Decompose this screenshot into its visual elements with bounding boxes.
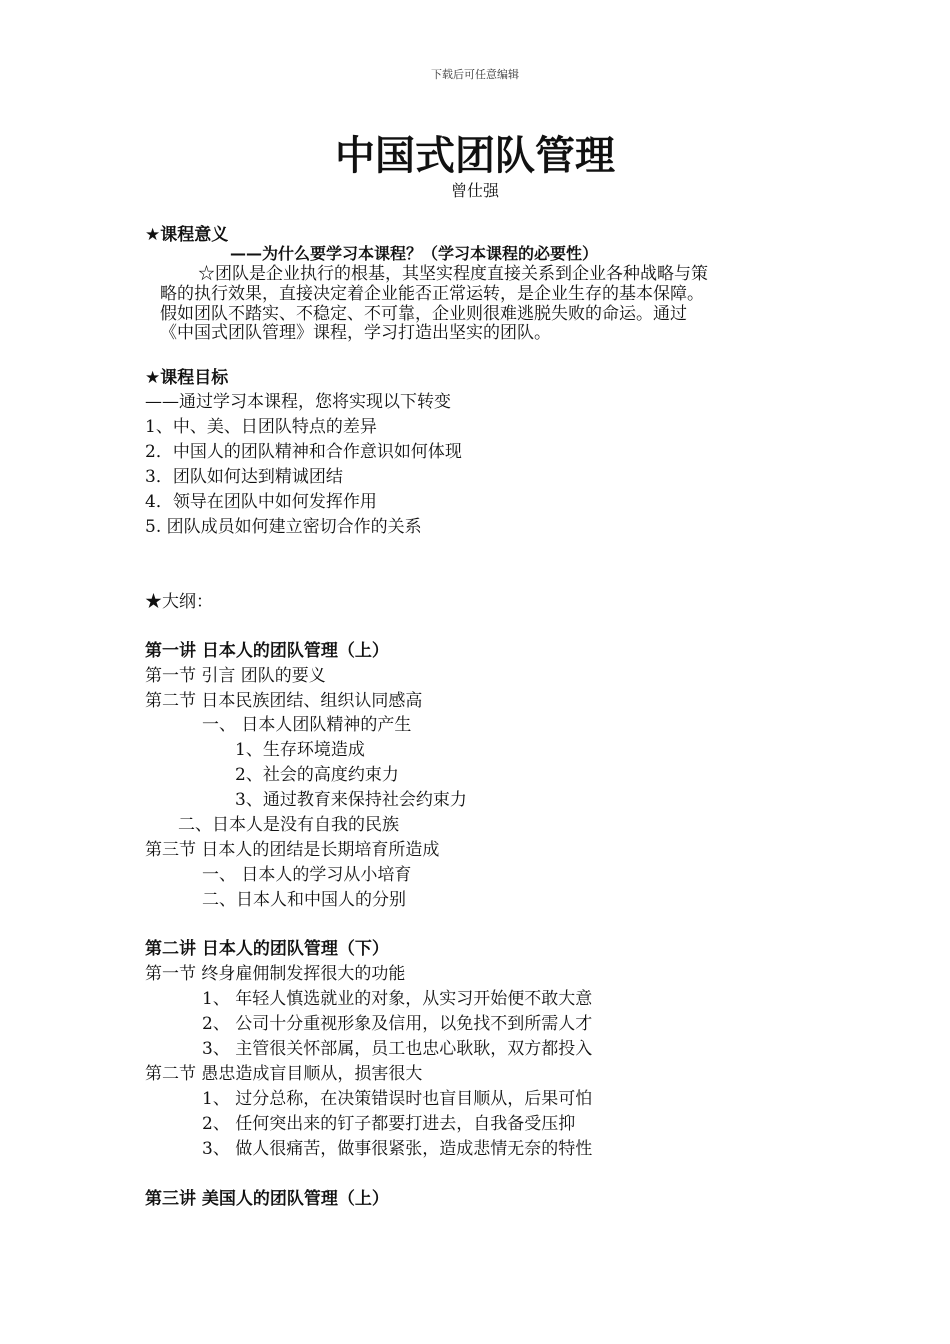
outline-line: 3、 主管很关怀部属，员工也忠心耿耿，双方都投入 xyxy=(202,1039,593,1059)
outline-line: 一、 日本人团队精神的产生 xyxy=(202,715,412,735)
outline-line: 2、社会的高度约束力 xyxy=(235,765,399,785)
lecture-title: 第二讲 日本人的团队管理（下） xyxy=(145,939,389,959)
section-subheading-significance: ——为什么要学习本课程？（学习本课程的必要性） xyxy=(230,244,599,263)
goal-item: 2．中国人的团队精神和合作意识如何体现 xyxy=(145,442,462,462)
goal-item: 1、中、美、日团队特点的差异 xyxy=(145,417,377,437)
goal-item: 5. 团队成员如何建立密切合作的关系 xyxy=(145,517,422,537)
header-note: 下载后可任意编辑 xyxy=(431,68,519,81)
author-name: 曾仕强 xyxy=(450,181,499,200)
paragraph-line: ☆团队是企业执行的根基，其坚实程度直接关系到企业各种战略与策 xyxy=(198,264,708,284)
outline-line: 二、日本人是没有自我的民族 xyxy=(178,815,399,835)
outline-line: 第二节 愚忠造成盲目顺从，损害很大 xyxy=(145,1064,423,1084)
outline-line: 1、 过分总称，在决策错误时也盲目顺从，后果可怕 xyxy=(202,1089,593,1109)
lecture-title: 第三讲 美国人的团队管理（上） xyxy=(145,1189,389,1209)
outline-line: 3、通过教育来保持社会约束力 xyxy=(235,790,467,810)
section-heading-significance: ★课程意义 xyxy=(145,225,229,245)
goals-intro: ——通过学习本课程，您将实现以下转变 xyxy=(145,392,451,412)
goal-item: 4．领导在团队中如何发挥作用 xyxy=(145,492,377,512)
outline-line: 第三节 日本人的团结是长期培育所造成 xyxy=(145,840,440,860)
outline-line: 2、 公司十分重视形象及信用，以免找不到所需人才 xyxy=(202,1014,593,1034)
outline-line: 2、 任何突出来的钉子都要打进去，自我备受压抑 xyxy=(202,1114,576,1134)
outline-line: 二、日本人和中国人的分别 xyxy=(202,890,406,910)
lecture-title: 第一讲 日本人的团队管理（上） xyxy=(145,641,389,661)
outline-line: 第二节 日本民族团结、组织认同感高 xyxy=(145,691,423,711)
outline-line: 一、 日本人的学习从小培育 xyxy=(202,865,412,885)
section-heading-goals: ★课程目标 xyxy=(145,368,229,388)
outline-line: 3、 做人很痛苦，做事很紧张，造成悲情无奈的特性 xyxy=(202,1139,593,1159)
outline-line: 第一节 终身雇佣制发挥很大的功能 xyxy=(145,964,406,984)
goal-item: 3．团队如何达到精诚团结 xyxy=(145,467,343,487)
outline-line: 1、生存环境造成 xyxy=(235,740,365,760)
outline-line: 1、 年轻人慎选就业的对象，从实习开始便不敢大意 xyxy=(202,989,593,1009)
outline-line: 第一节 引言 团队的要义 xyxy=(145,666,326,686)
paragraph-line: 《中国式团队管理》课程，学习打造出坚实的团队。 xyxy=(160,323,551,343)
section-heading-outline: ★大纲： xyxy=(145,592,213,612)
paragraph-line: 假如团队不踏实、不稳定、不可靠，企业则很难逃脱失败的命运。通过 xyxy=(160,304,687,324)
document-title: 中国式团队管理 xyxy=(335,133,615,179)
paragraph-line: 略的执行效果，直接决定着企业能否正常运转，是企业生存的基本保障。 xyxy=(160,284,704,304)
